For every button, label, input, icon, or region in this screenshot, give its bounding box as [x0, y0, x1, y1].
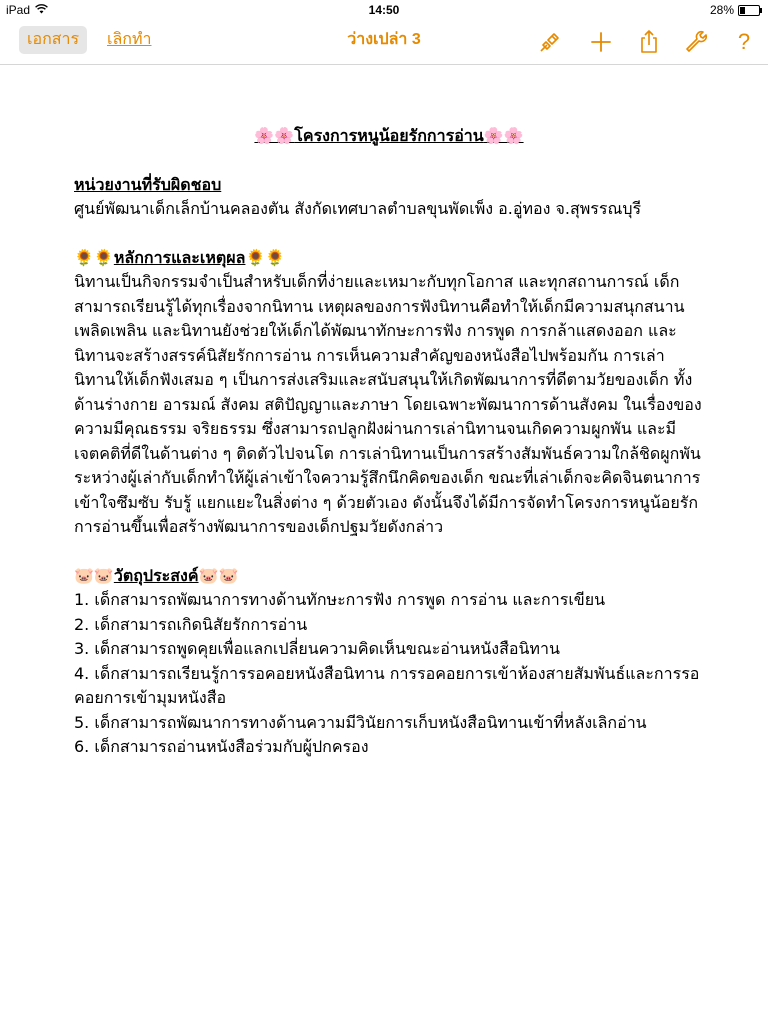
rationale-heading	[74, 246, 704, 271]
status-bar	[0, 0, 768, 20]
wrench-icon[interactable]	[684, 30, 708, 54]
share-icon[interactable]	[637, 30, 661, 54]
flower-emoji: 🌸🌸	[483, 126, 524, 145]
list-item: 5. เด็กสามารถพัฒนาการทางด้านความมีวินัยการเก็บหนังสือนิทานเข้าที่หลังเลิกอ่าน	[74, 712, 647, 732]
list-item: 2. เด็กสามารถเกิดนิสัยรักการอ่าน	[74, 614, 308, 634]
plus-icon[interactable]	[589, 30, 613, 54]
device-label: iPad	[6, 3, 31, 17]
undo-button[interactable]: เลิกทำ	[107, 31, 152, 48]
objectives-heading	[74, 564, 704, 589]
toolbar	[0, 20, 768, 65]
battery-level	[740, 7, 745, 14]
responsible-text: ศูนย์พัฒนาเด็กเล็กบ้านคลองตัน สังกัดเทศบาลตำบลขุนพัดเพ็ง อ.อู่ทอง จ.สุพรรณบุรี	[74, 199, 642, 218]
battery-icon	[738, 5, 760, 16]
document-heading	[74, 124, 704, 149]
format-brush-icon[interactable]	[538, 30, 562, 54]
objectives-list	[74, 588, 704, 760]
documents-button[interactable]: เอกสาร	[19, 26, 87, 54]
sunflower-emoji: 🌻🌻	[74, 247, 114, 267]
rationale-title: หลักการและเหตุผล	[113, 247, 246, 267]
pig-emoji: 🐷🐷	[198, 565, 239, 585]
objectives-section	[74, 564, 704, 760]
heading-text: โครงการหนูน้อยรักการอ่าน	[294, 126, 484, 145]
list-item: 6. เด็กสามารถอ่านหนังสือร่วมกับผู้ปกครอง	[74, 737, 369, 756]
document-body[interactable]	[74, 124, 704, 784]
pig-emoji: 🐷🐷	[74, 565, 114, 585]
sunflower-emoji: 🌻🌻	[245, 247, 286, 267]
status-right	[710, 3, 760, 17]
status-time: 14:50	[368, 3, 400, 17]
battery-percent: 28%	[709, 3, 734, 17]
flower-emoji: 🌸🌸	[254, 126, 295, 145]
responsible-section	[74, 173, 704, 222]
document-title[interactable]: ว่างเปล่า 3	[347, 31, 421, 48]
help-icon[interactable]: ?	[737, 29, 751, 54]
list-item: 3. เด็กสามารถพูดคุยเพื่อแลกเปลี่ยนความคิดเห็นขณะอ่านหนังสือนิทาน	[74, 639, 560, 658]
rationale-section	[74, 246, 704, 540]
responsible-title: หน่วยงานที่รับผิดชอบ	[74, 174, 222, 194]
list-item: 1. เด็กสามารถพัฒนาการทางด้านทักษะการฟัง การพูด การอ่าน และการเขียน	[74, 590, 606, 609]
objectives-title: วัตถุประสงค์	[113, 565, 199, 585]
list-item: 4. เด็กสามารถเรียนรู้การรอคอยหนังสือนิทาน การรอคอยการเข้าห้องสายสัมพันธ์และการรอคอยการเข้ามุมหนังสือ	[74, 663, 700, 707]
rationale-text: นิทานเป็นกิจกรรมจำเป็นสำหรับเด็กที่ง่ายและเหมาะกับทุกโอกาส และทุกสถานการณ์ เด็กสามารถเรียนรู้ได้ทุกเรื่องจากนิทาน เหตุผลของการฟังนิทานคือทำให้เด็กมีความสนุกสนาน เพลิดเพลิน และนิทานยังช่วยให้เด็กได้พัฒนาทักษะการฟัง การพูด การกล้าแสดงออก และนิทานจะสร้างสรรค์นิสัยรักการอ่าน การเห็นความสำคัญของหนังสือไปพร้อมกัน การเล่านิทานให้เด็กฟังเสมอ ๆ เป็นการส่งเสริมและสนับสนุนให้เกิดพัฒนาการที่ดีตามวัยของเด็ก ทั้งด้านร่างกาย อารมณ์ สังคม สติปัญญาและภาษา โดยเฉพาะพัฒนาการด้านสังคม ในเรื่องของความมีคุณธรรม จริยธรรม ซึ่งสามารถปลูกฝังผ่านการเล่านิทานจนเกิดความผูกพัน และมีเจตคติที่ดีในด้านต่าง ๆ ติดตัวไปจนโต การเล่านิทานเป็นการสร้างสัมพันธ์ความใกล้ชิดผูกพันระหว่างผู้เล่ากับเด็กทำให้ผู้เล่าเข้าใจความรู้สึกนึกคิดของเด็ก ขณะที่เล่าเด็กจะคิดจินตนาการ เข้าใจซึมซับ รับรู้ แยกแยะในสิ่งต่าง ๆ ด้วยตัวเอง ดังนั้นจึงได้มีการจัดทำโครงการหนูน้อยรักการอ่านขึ้นเพื่อสร้างพัฒนาการของเด็กปฐมวัยดังกล่าว	[74, 272, 702, 536]
